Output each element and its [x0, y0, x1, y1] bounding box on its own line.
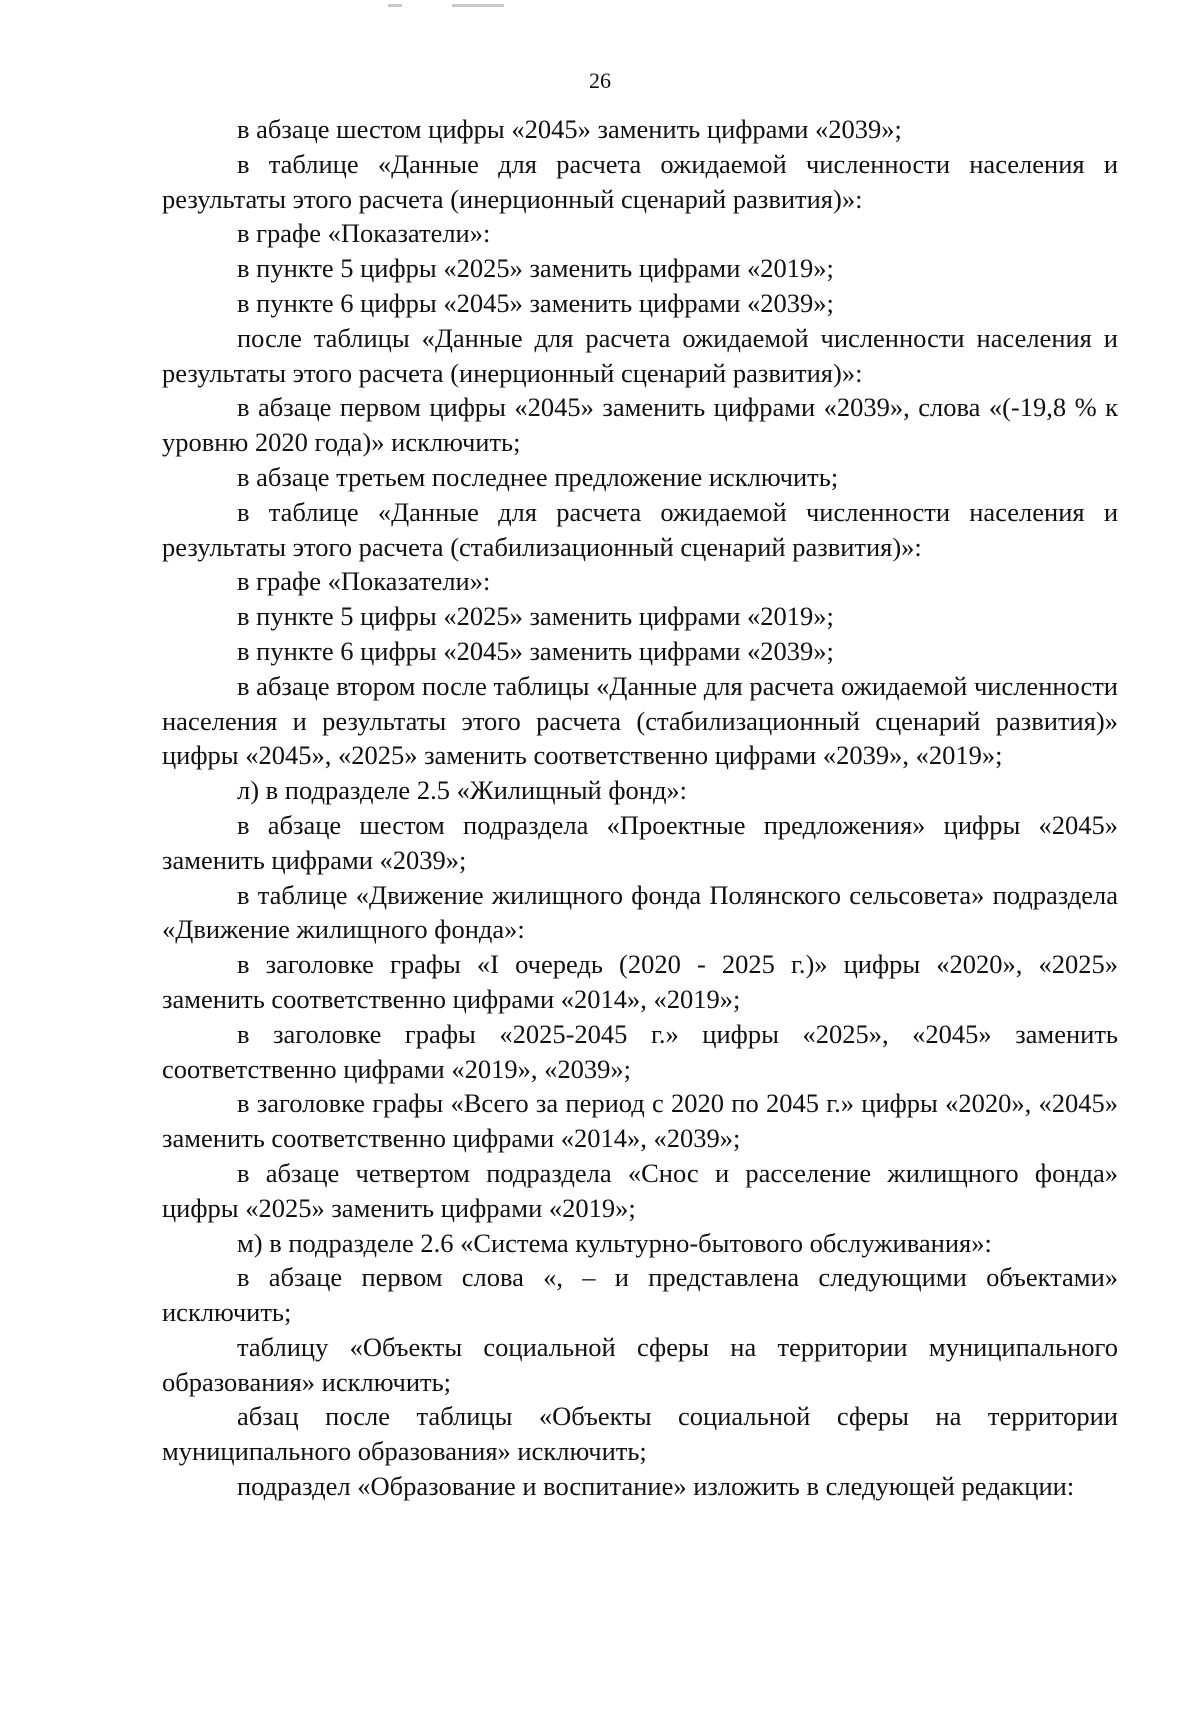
paragraph: таблицу «Объекты социальной сферы на территории муниципального образования» исключить; — [162, 1331, 1118, 1397]
paragraph: после таблицы «Данные для расчета ожидаемой численности населения и результаты этого расчета (инерционный сценарий развития)»: — [162, 322, 1118, 388]
paragraph: в заголовке графы «Всего за период с 2020 по 2045 г.» цифры «2020», «2045» заменить соответственно цифрами «2014», «2039»; — [162, 1088, 1118, 1154]
paragraph: в пункте 5 цифры «2025» заменить цифрами «2019»; — [237, 253, 834, 284]
paragraph: в абзаце первом цифры «2045» заменить цифрами «2039», слова «(-19,8 % к уровню 2020 года)» исключить; — [162, 392, 1118, 458]
paragraph: в пункте 6 цифры «2045» заменить цифрами «2039»; — [237, 635, 834, 666]
scan-artifact — [452, 4, 504, 7]
paragraph: в абзаце шестом цифры «2045» заменить цифрами «2039»; — [237, 114, 902, 144]
scan-artifact — [388, 4, 402, 7]
paragraph: в абзаце третьем последнее предложение исключить; — [237, 461, 839, 492]
document-body — [162, 112, 1118, 1504]
paragraph: м) в подразделе 2.6 «Система культурно-бытового обслуживания»: — [237, 1227, 992, 1258]
paragraph: в таблице «Данные для расчета ожидаемой численности населения и результаты этого расчета (инерционный сценарий развития)»: — [162, 148, 1118, 214]
paragraph: в заголовке графы «2025-2045 г.» цифры «2025», «2045» заменить соответственно цифрами «2019», «2039»; — [162, 1018, 1118, 1084]
paragraph: в пункте 6 цифры «2045» заменить цифрами «2039»; — [237, 287, 834, 318]
paragraph: в графе «Показатели»: — [237, 218, 491, 249]
paragraph: в пункте 5 цифры «2025» заменить цифрами «2019»; — [237, 601, 834, 632]
paragraph: л) в подразделе 2.5 «Жилищный фонд»: — [237, 775, 688, 806]
paragraph: в абзаце первом слова «, – и представлена следующими объектами» исключить; — [162, 1262, 1118, 1328]
paragraph: в графе «Показатели»: — [237, 566, 491, 597]
paragraph: в абзаце четвертом подраздела «Снос и расселение жилищного фонда» цифры «2025» заменить цифрами «2019»; — [162, 1157, 1118, 1223]
paragraph: в абзаце втором после таблицы «Данные для расчета ожидаемой численности населения и результаты этого расчета (стабилизационный сценарий развития)» цифры «2045», «2025» заменить соответственно цифрами «2039», «2019»; — [162, 670, 1118, 771]
paragraph: в таблице «Движение жилищного фонда Полянского сельсовета» подраздела «Движение жилищного фонда»: — [162, 879, 1118, 945]
paragraph: в таблице «Данные для расчета ожидаемой численности населения и результаты этого расчета (стабилизационный сценарий развития)»: — [162, 496, 1118, 562]
paragraph: подраздел «Образование и воспитание» изложить в следующей редакции: — [237, 1471, 1075, 1502]
page-number: 26 — [589, 68, 611, 93]
paragraph: в абзаце шестом подраздела «Проектные предложения» цифры «2045» заменить цифрами «2039»; — [162, 809, 1118, 875]
paragraph: абзац после таблицы «Объекты социальной сферы на территории муниципального образования» исключить; — [162, 1401, 1118, 1467]
paragraph: в заголовке графы «I очередь (2020 - 2025 г.)» цифры «2020», «2025» заменить соответственно цифрами «2014», «2019»; — [162, 949, 1118, 1014]
